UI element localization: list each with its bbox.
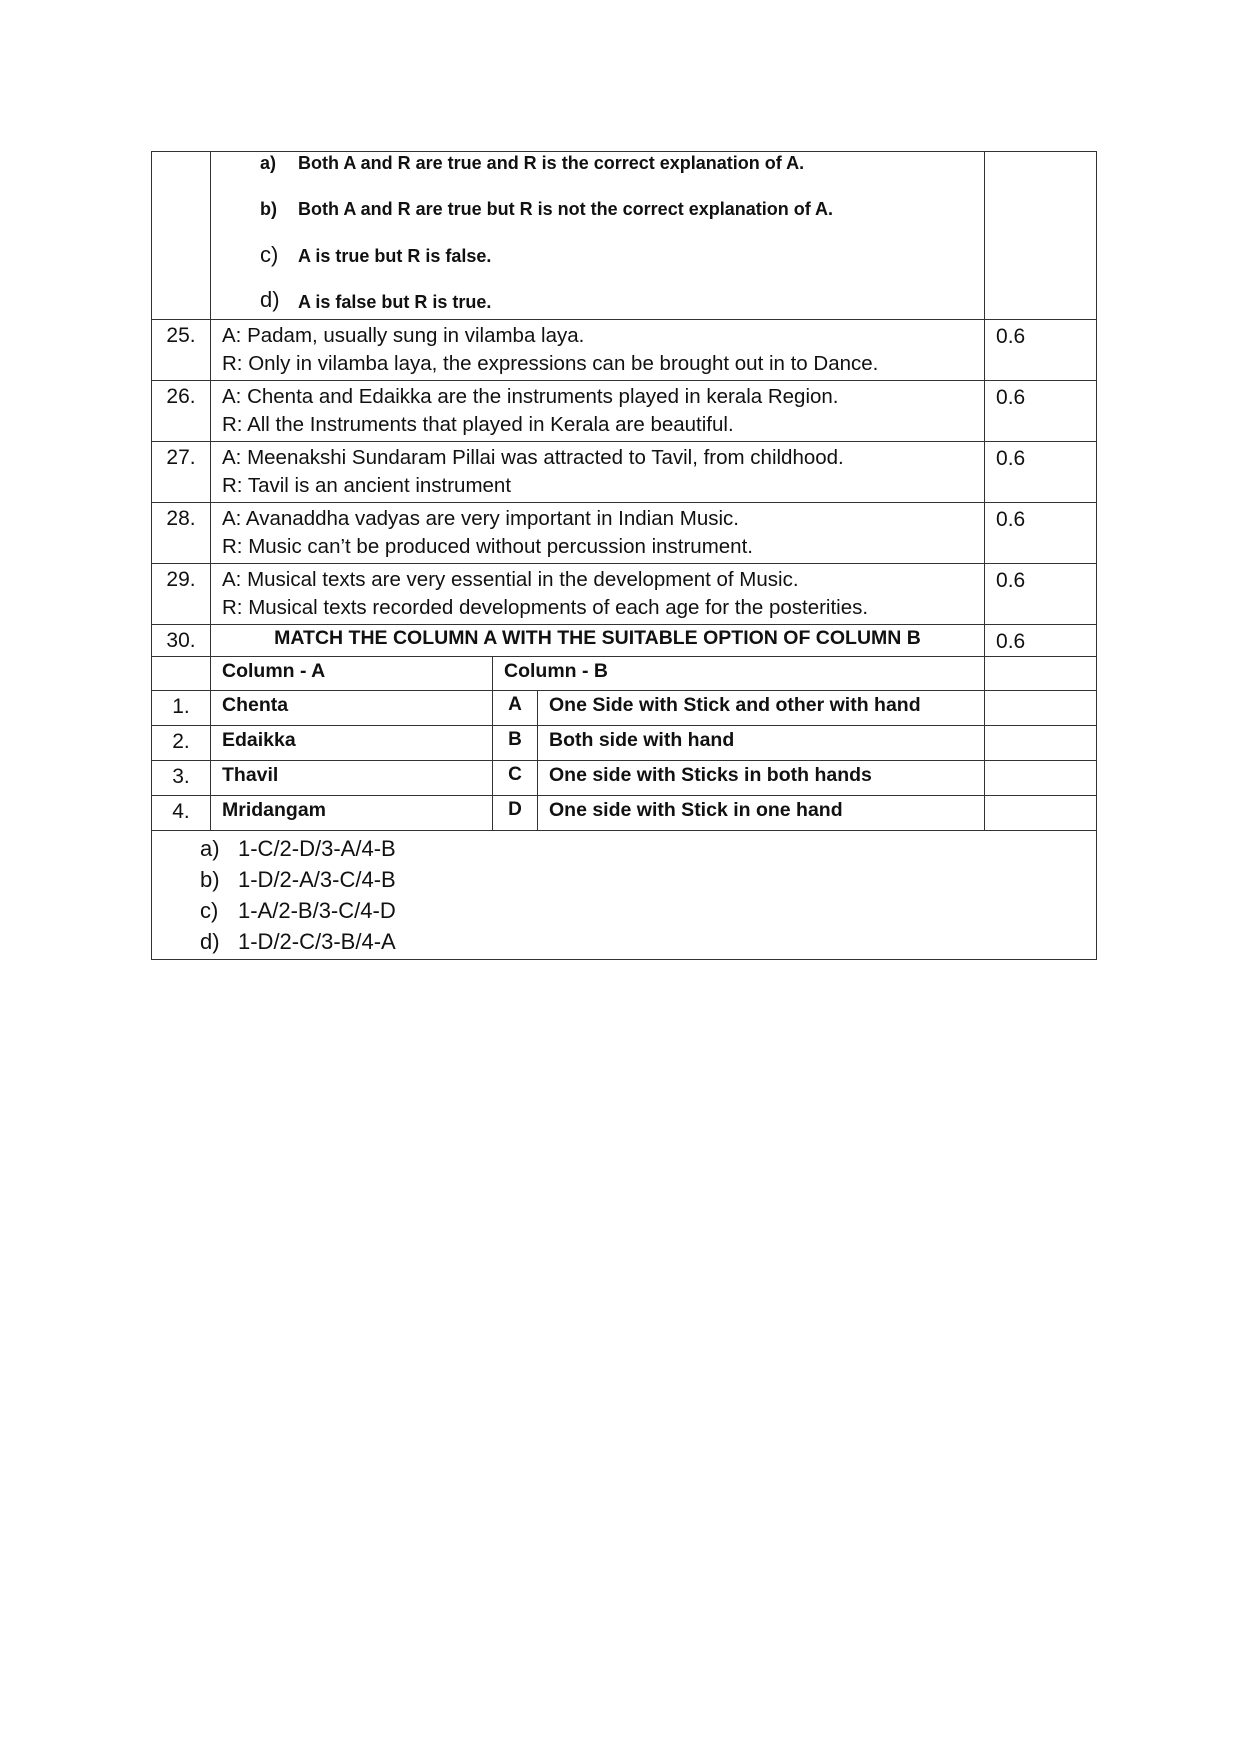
question-table xyxy=(151,151,1097,960)
empty-marks-cell xyxy=(985,657,1097,691)
empty-marks-cell xyxy=(985,796,1097,831)
ar-option-text: Both A and R are true and R is the correct explanation of A. xyxy=(298,153,805,173)
question-row xyxy=(152,320,1097,381)
question-number: 29. xyxy=(152,564,211,625)
reason: R: Musical texts recorded developments of each age for the posterities. xyxy=(222,596,869,619)
column-b-item: One Side with Stick and other with hand xyxy=(538,691,985,726)
ar-option-label: b) xyxy=(260,199,277,219)
match-title-row xyxy=(152,625,1097,657)
ar-option-label: d) xyxy=(260,287,280,312)
assertion: A: Padam, usually sung in vilamba laya. xyxy=(222,324,585,347)
column-b-item: One side with Sticks in both hands xyxy=(538,761,985,796)
match-row xyxy=(152,691,1097,726)
column-b-header: Column - B xyxy=(493,657,985,691)
column-b-letter: B xyxy=(493,726,538,761)
answer-option-c xyxy=(200,895,1096,926)
answer-text: 1-D/2-A/3-C/4-B xyxy=(238,867,396,892)
question-text xyxy=(211,320,985,381)
marks: 0.6 xyxy=(985,442,1097,503)
column-a-item: Thavil xyxy=(211,761,493,796)
question-text xyxy=(211,442,985,503)
ar-option-c xyxy=(211,242,984,287)
question-row xyxy=(152,381,1097,442)
answer-label: c) xyxy=(200,898,219,923)
ar-option-label: c) xyxy=(260,242,279,267)
ar-option-b xyxy=(211,197,984,242)
question-number: 30. xyxy=(152,625,211,657)
marks: 0.6 xyxy=(985,625,1097,657)
match-answers-row xyxy=(152,831,1097,960)
match-answer-options xyxy=(152,831,1097,960)
answer-label: b) xyxy=(200,867,220,892)
question-row xyxy=(152,503,1097,564)
question-text xyxy=(211,381,985,442)
column-b-item: One side with Stick in one hand xyxy=(538,796,985,831)
match-row-number: 1. xyxy=(152,691,211,726)
marks: 0.6 xyxy=(985,320,1097,381)
empty-marks-cell xyxy=(985,726,1097,761)
ar-option-label: a) xyxy=(260,153,277,173)
assertion: A: Chenta and Edaikka are the instruments played in kerala Region. xyxy=(222,385,839,408)
answer-label: a) xyxy=(200,836,220,861)
match-row-number: 4. xyxy=(152,796,211,831)
question-text xyxy=(211,503,985,564)
match-row xyxy=(152,761,1097,796)
ar-option-a xyxy=(211,152,984,197)
match-header-row xyxy=(152,657,1097,691)
reason: R: All the Instruments that played in Kerala are beautiful. xyxy=(222,413,734,436)
empty-number-cell xyxy=(152,657,211,691)
ar-option-text: A is false but R is true. xyxy=(298,292,492,312)
empty-marks-cell xyxy=(985,152,1097,320)
question-number: 25. xyxy=(152,320,211,381)
empty-marks-cell xyxy=(985,761,1097,796)
answer-label: d) xyxy=(200,929,220,954)
ar-option-text: Both A and R are true but R is not the correct explanation of A. xyxy=(298,199,834,219)
column-b-letter: A xyxy=(493,691,538,726)
ar-option-d xyxy=(211,287,984,319)
match-row-number: 2. xyxy=(152,726,211,761)
marks: 0.6 xyxy=(985,564,1097,625)
reason: R: Only in vilamba laya, the expressions can be brought out in to Dance. xyxy=(222,352,879,375)
column-a-item: Edaikka xyxy=(211,726,493,761)
answer-option-d xyxy=(200,926,1096,957)
ar-options-row xyxy=(152,152,1097,320)
match-title: MATCH THE COLUMN A WITH THE SUITABLE OPTION OF COLUMN B xyxy=(211,625,985,657)
empty-number-cell xyxy=(152,152,211,320)
assertion: A: Musical texts are very essential in the development of Music. xyxy=(222,568,799,591)
question-text xyxy=(211,564,985,625)
assertion: A: Meenakshi Sundaram Pillai was attracted to Tavil, from childhood. xyxy=(222,446,844,469)
empty-marks-cell xyxy=(985,691,1097,726)
match-row xyxy=(152,726,1097,761)
question-row xyxy=(152,564,1097,625)
column-a-item: Chenta xyxy=(211,691,493,726)
marks: 0.6 xyxy=(985,381,1097,442)
answer-text: 1-D/2-C/3-B/4-A xyxy=(238,929,396,954)
reason: R: Tavil is an ancient instrument xyxy=(222,474,512,497)
answer-option-b xyxy=(200,864,1096,895)
column-b-letter: C xyxy=(493,761,538,796)
answer-text: 1-A/2-B/3-C/4-D xyxy=(238,898,396,923)
question-number: 27. xyxy=(152,442,211,503)
marks: 0.6 xyxy=(985,503,1097,564)
column-a-header: Column - A xyxy=(211,657,493,691)
question-number: 26. xyxy=(152,381,211,442)
answer-text: 1-C/2-D/3-A/4-B xyxy=(238,836,396,861)
ar-option-text: A is true but R is false. xyxy=(298,246,492,266)
match-row xyxy=(152,796,1097,831)
assertion: A: Avanaddha vadyas are very important in Indian Music. xyxy=(222,507,739,530)
match-row-number: 3. xyxy=(152,761,211,796)
answer-option-a xyxy=(200,833,1096,864)
question-number: 28. xyxy=(152,503,211,564)
column-a-item: Mridangam xyxy=(211,796,493,831)
column-b-letter: D xyxy=(493,796,538,831)
question-row xyxy=(152,442,1097,503)
reason: R: Music can’t be produced without percussion instrument. xyxy=(222,535,753,558)
ar-options xyxy=(211,152,985,320)
column-b-item: Both side with hand xyxy=(538,726,985,761)
